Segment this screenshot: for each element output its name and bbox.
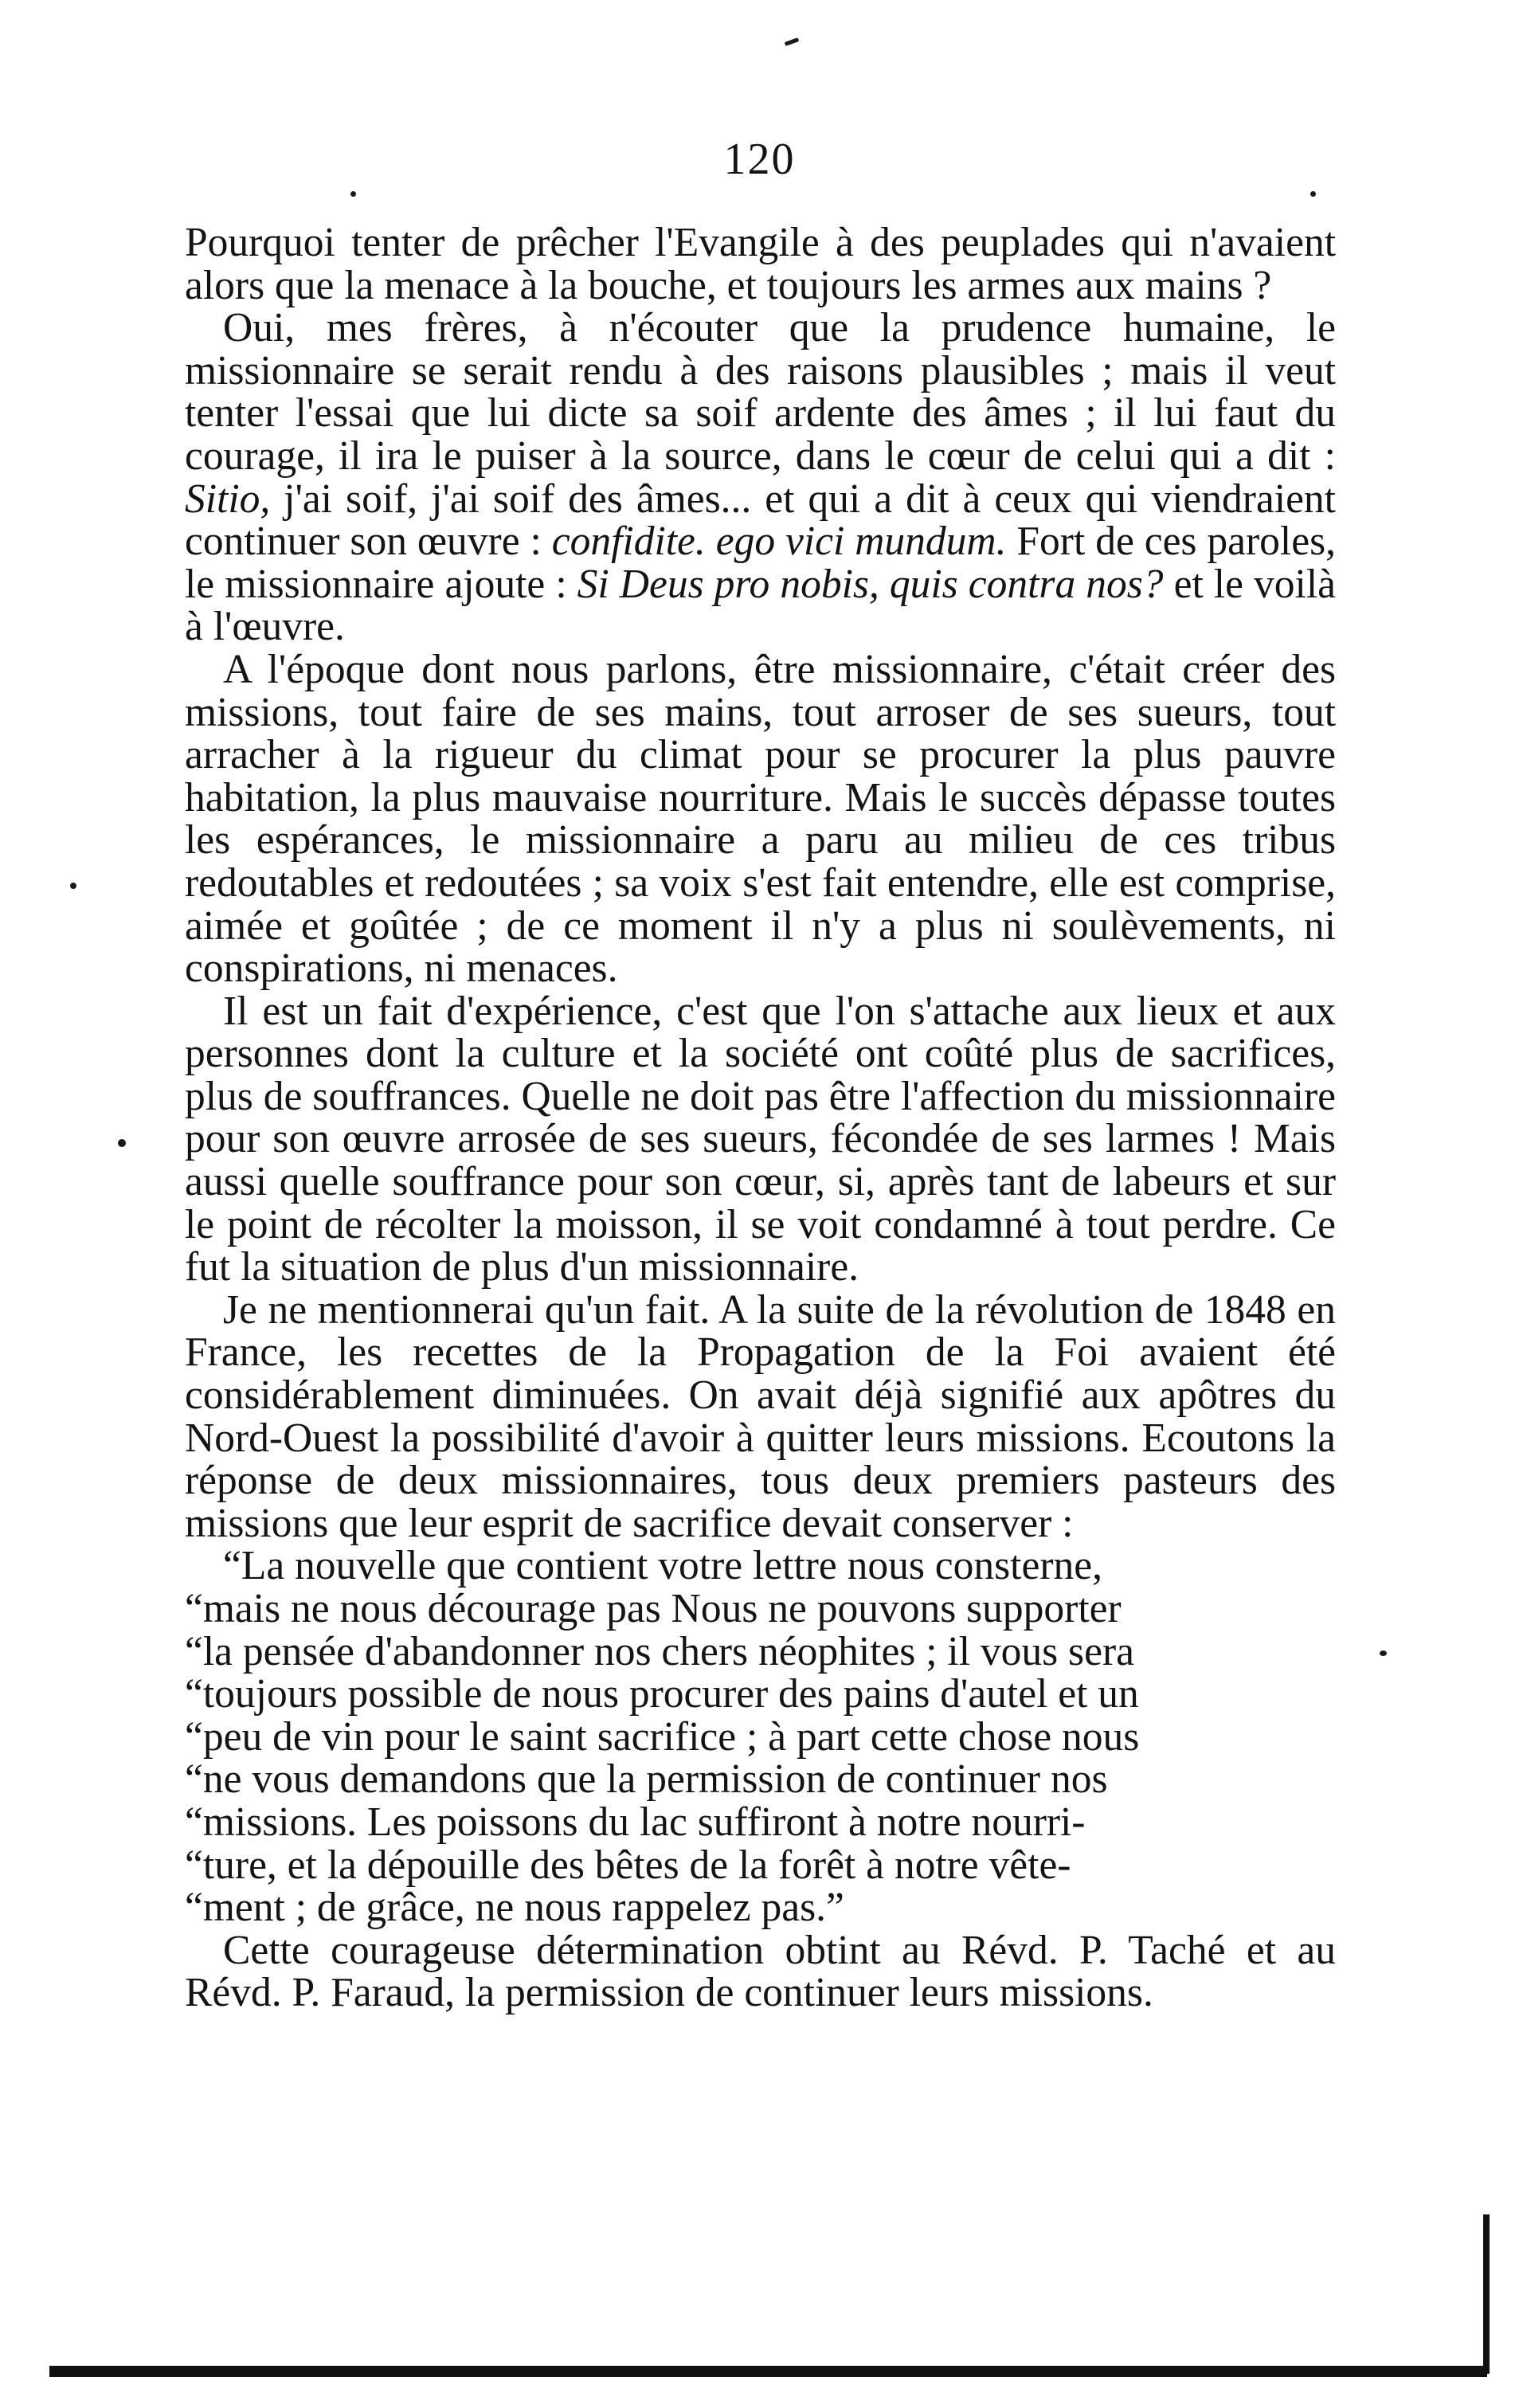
scan-speck — [350, 191, 356, 197]
paragraph-2-segment: Oui, mes frères, à n'écouter que la prudence humaine, le missionnaire se serait rendu à des raisons plausibles ; mais il veut tenter l'essai que lui dicte sa soif ardente des âmes ; il lui faut du courage, il ira le puiser à la source, dans le cœur de celui qui a dit : — [185, 305, 1336, 479]
paragraph-2-segment: j'ai soif, j'ai soif des âmes... et qui a dit à ceux qui viendraient continuer son œuvre : — [185, 476, 1336, 565]
quote-line: “toujours possible de nous procurer des pains d'autel et un — [185, 1671, 1139, 1717]
paragraph-3: A l'époque dont nous parlons, être missionnaire, c'était créer des missions, tout faire de ses mains, tout arroser de ses sueurs, tout arracher à la rigueur du climat pour se procurer la plus pauvre habitation, la plus mauvaise nourriture. Mais le succès dépasse toutes les espérances, le missionnaire a paru au milieu de ces tribus redoutables et redoutées ; sa voix s'est fait entendre, elle est comprise, aimée et goûtée ; de ce moment il n'y a plus ni soulèvements, ni conspirations, ni menaces. — [185, 646, 1336, 992]
scan-speck — [785, 37, 800, 46]
page-edge — [1483, 2214, 1490, 2374]
latin-quote-si-deus: Si Deus pro nobis, quis contra nos? — [577, 561, 1164, 607]
quote-line: “ment ; de grâce, ne nous rappelez pas.” — [185, 1885, 844, 1931]
closing-paragraph: Cette courageuse détermination obtint au Révd. P. Taché et au Révd. P. Faraud, la permission de continuer leurs missions. — [185, 1927, 1336, 2016]
scan-speck — [118, 1139, 126, 1147]
latin-quote-confidite: confidite. ego vici mundum. — [551, 519, 1007, 565]
quote-line: “La nouvelle que contient votre lettre nous consterne, — [223, 1543, 1102, 1589]
quote-line: “ne vous demandons que la permission de continuer nos — [185, 1756, 1108, 1803]
body-text — [185, 221, 1336, 2014]
paragraph-1: Pourquoi tenter de prêcher l'Evangile à des peuplades qui n'avaient alors que la menace à la bouche, et toujours les armes aux mains ? — [185, 220, 1336, 308]
paragraph-4: Il est un fait d'expérience, c'est que l'on s'attache aux lieux et aux personnes dont la culture et la société ont coûté plus de sacrifices, plus de souffrances. Quelle ne doit pas être l'affection du missionnaire pour son œuvre arrosée de ses sueurs, fécondée de ses larmes ! Mais aussi quelle souffrance pour son cœur, si, après tant de labeurs et sur le point de récolter la moisson, il se voit condamné à tout perdre. Ce fut la situation de plus d'un missionnaire. — [185, 988, 1336, 1290]
paragraph-2 — [185, 307, 1336, 648]
quote-line: “missions. Les poissons du lac suffiront à notre nourri- — [185, 1799, 1086, 1845]
paragraph-2-segment: Fort de ces paroles, le missionnaire ajoute : — [185, 519, 1336, 607]
scan-speck — [70, 883, 76, 889]
scan-speck — [1310, 191, 1316, 197]
page-number: 120 — [723, 135, 796, 184]
quote-line: “mais ne nous décourage pas Nous ne pouvons supporter — [185, 1586, 1122, 1631]
latin-quote-sitio: Sitio, — [185, 476, 271, 522]
bottom-rule — [49, 2366, 1487, 2377]
paragraph-5: Je ne mentionnerai qu'un fait. A la suite de la révolution de 1848 en France, les recettes de la Propagation de la Foi avaient été considérablement diminuées. On avait déjà signifié aux apôtres du Nord-Ouest la possibilité d'avoir à quitter leurs missions. Ecoutons la réponse de deux missionnaires, tous deux premiers pasteurs des missions que leur esprit de sacrifice devait conserver : — [185, 1286, 1336, 1546]
quote-line: “peu de vin pour le saint sacrifice ; à part cette chose nous — [185, 1713, 1140, 1760]
missionaries-letter-quote — [185, 1543, 1336, 1931]
paragraph-2-segment: et le voilà à l'œuvre. — [185, 561, 1336, 650]
quote-line: “la pensée d'abandonner nos chers néophites ; il vous sera — [185, 1628, 1134, 1674]
quote-line: “ture, et la dépouille des bêtes de la forêt à notre vête- — [185, 1842, 1071, 1888]
scan-speck — [1380, 1650, 1387, 1656]
